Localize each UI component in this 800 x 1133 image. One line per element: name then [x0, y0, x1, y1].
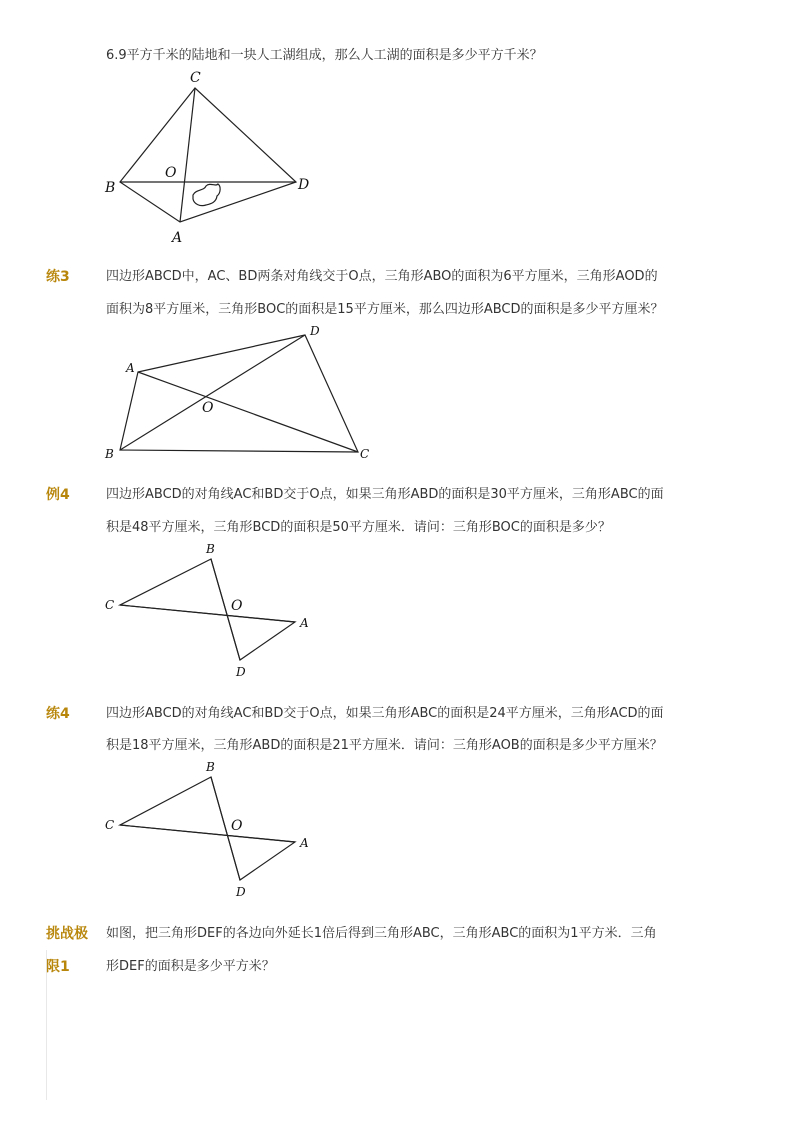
- fig5-outline: [120, 777, 295, 880]
- fig1-label-b: B: [105, 180, 116, 196]
- fig3-label-a: A: [126, 361, 135, 375]
- problem-text-line2: 积是18平方厘米，三角形ABD的面积是21平方厘米．请问：三角形AOB的面积是多少平方厘米？: [106, 738, 663, 753]
- fig3-label-o: O: [202, 400, 214, 416]
- problem-text-line1: 如图，把三角形DEF的各边向外延长1倍后得到三角形ABC，三角形ABC的面积为1平方米．三角: [106, 926, 657, 941]
- fig3-label-c: C: [360, 447, 370, 461]
- lake-icon: [193, 184, 220, 206]
- intro-text: 6.9平方千米的陆地和一块人工湖组成，那么人工湖的面积是多少平方千米？: [106, 48, 543, 63]
- figure-quadrilateral-5: [100, 755, 330, 905]
- fig3-diagonal-bd: [120, 335, 305, 450]
- problem-tag-challenge: 挑战极: [46, 926, 88, 942]
- fig5-label-d: D: [236, 885, 246, 899]
- figure-kite-lake: [100, 65, 330, 250]
- fig4-diagonal-ca: [120, 605, 295, 622]
- fig5-label-c: C: [105, 818, 115, 832]
- problem-text-line2: 形DEF的面积是多少平方米？: [106, 959, 275, 974]
- problem-tag-li4: 例4: [46, 487, 70, 503]
- fig4-label-o: O: [231, 598, 243, 614]
- problem-tag-challenge-2: 限1: [46, 959, 70, 975]
- fig1-label-a: A: [172, 230, 183, 246]
- problem-text-line1: 四边形ABCD的对角线AC和BD交于O点，如果三角形ABC的面积是24平方厘米，三角形ACD的面: [106, 706, 664, 721]
- fig4-label-c: C: [105, 598, 115, 612]
- fig5-label-o: O: [231, 818, 243, 834]
- fig5-label-b: B: [206, 760, 215, 774]
- fig3-label-b: B: [105, 447, 114, 461]
- figure-quadrilateral-4: [100, 535, 330, 685]
- problem-text-line1: 四边形ABCD的对角线AC和BD交于O点，如果三角形ABD的面积是30平方厘米，三角形ABC的面: [106, 487, 664, 502]
- problem-text-line2: 面积为8平方厘米，三角形BOC的面积是15平方厘米，那么四边形ABCD的面积是多少平方厘米？: [106, 302, 664, 317]
- problem-text-line2: 积是48平方厘米，三角形BCD的面积是50平方厘米．请问：三角形BOC的面积是多少？: [106, 520, 611, 535]
- problem-tag-lian3: 练3: [46, 269, 70, 285]
- fig3-label-d: D: [310, 324, 320, 338]
- figure-quadrilateral-3: [100, 320, 390, 465]
- fig5-label-a: A: [300, 836, 309, 850]
- fig5-diagonal-ca: [120, 825, 295, 842]
- fig3-diagonal-ac: [138, 372, 358, 452]
- fig1-label-o: O: [165, 165, 177, 181]
- fig1-diagonal-cb: [180, 88, 195, 222]
- fig4-label-a: A: [300, 616, 309, 630]
- problem-tag-lian4: 练4: [46, 706, 70, 722]
- fig4-label-d: D: [236, 665, 246, 679]
- fig1-label-c: C: [190, 70, 201, 86]
- fig3-outline: [120, 335, 358, 452]
- fig4-label-b: B: [206, 542, 215, 556]
- fig4-outline: [120, 559, 295, 660]
- fig1-outline: [120, 88, 296, 222]
- problem-text-line1: 四边形ABCD中，AC、BD两条对角线交于O点，三角形ABO的面积为6平方厘米，三角形AOD的: [106, 269, 658, 284]
- fig1-label-d: D: [298, 177, 310, 193]
